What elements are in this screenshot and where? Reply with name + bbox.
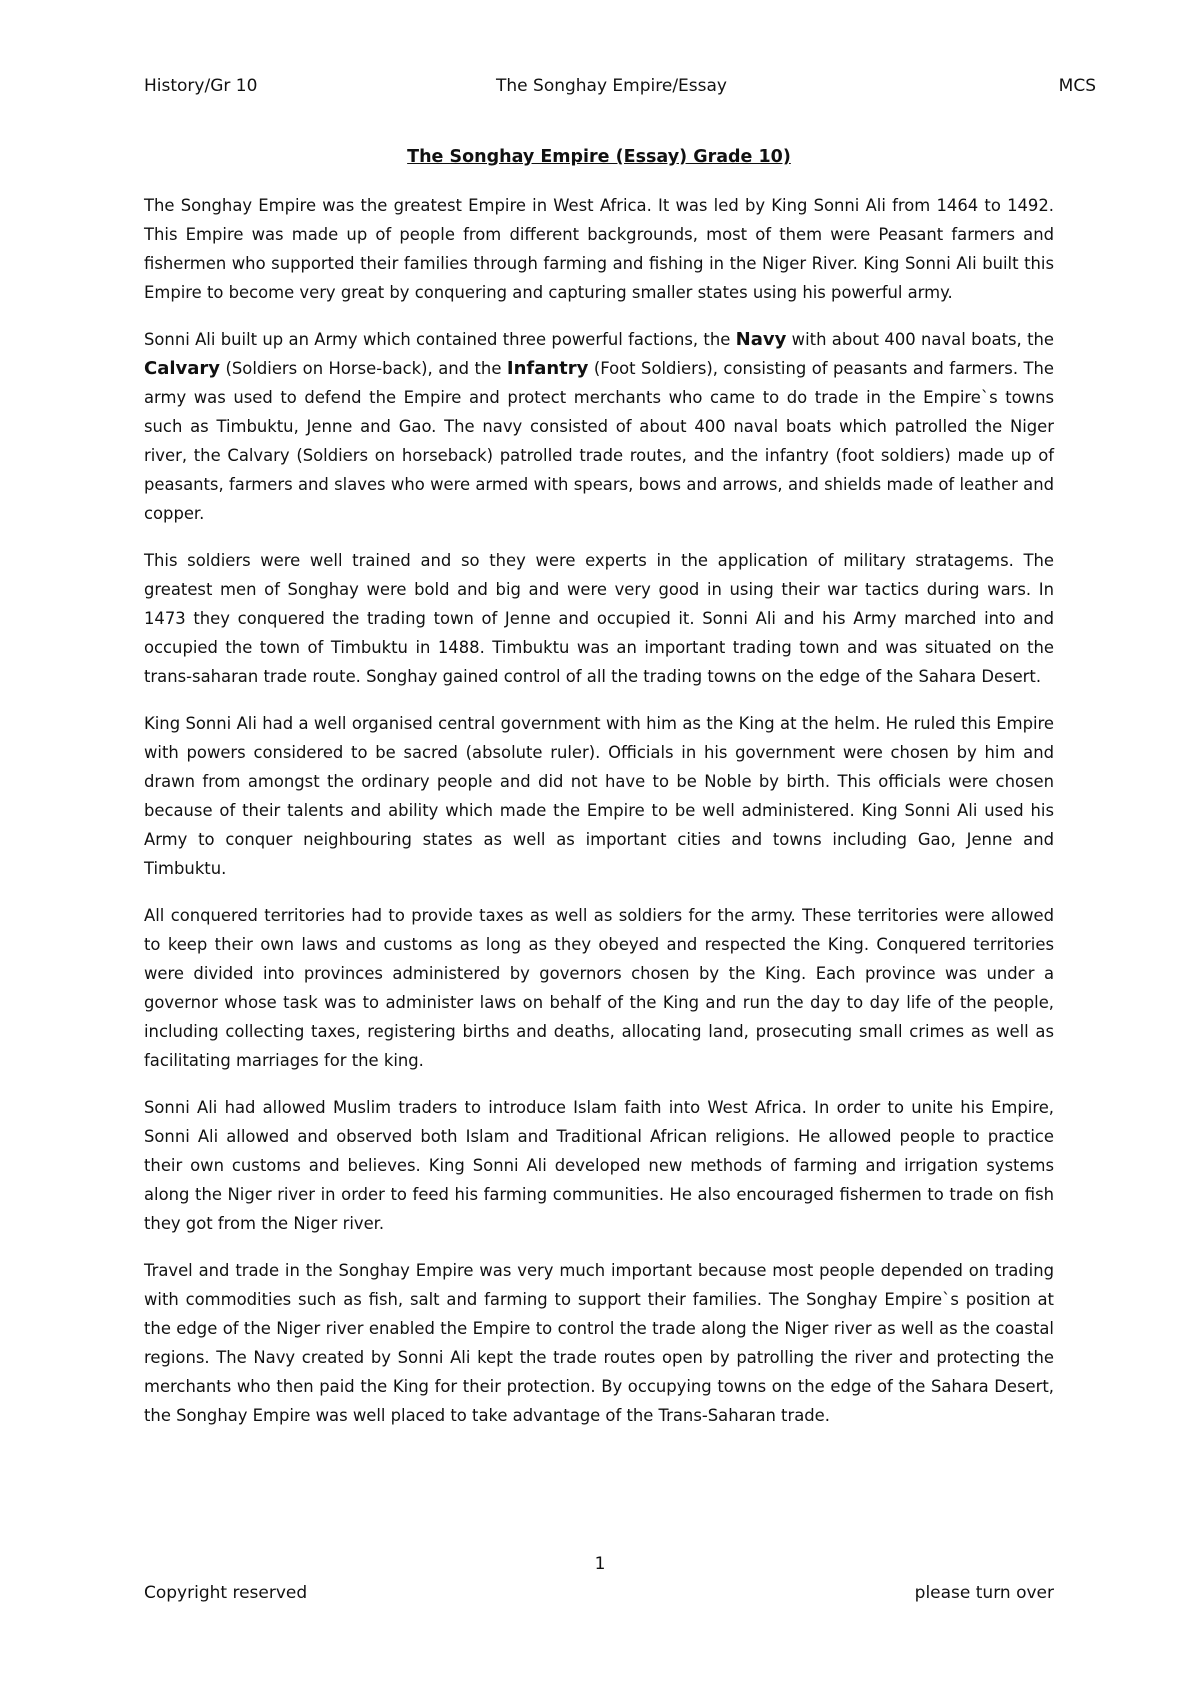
term-infantry: Infantry: [506, 358, 589, 379]
page-number: 1: [594, 1554, 606, 1574]
document-title: The Songhay Empire (Essay) Grade 10): [407, 147, 791, 167]
essay-body: [144, 191, 1054, 1448]
header-school: MCS: [1058, 76, 1096, 96]
running-header: [144, 74, 1096, 98]
footer-copyright: Copyright reserved: [144, 1583, 308, 1603]
paragraph-2: [144, 325, 1054, 528]
header-subject: History/Gr 10: [144, 76, 258, 96]
term-calvary: Calvary: [144, 358, 221, 379]
paragraph-2-text-d: (Foot Soldiers), consisting of peasants and farmers. The army was used to defend the Empire and protect merchants who came to do trade in the Empire`s towns such as Timbuktu, Jenne and Gao. The navy consisted of about 400 naval boats which patrolled the Niger river, the Calvary (Soldiers on horseback) patrolled trade routes, and the infantry (foot soldiers) made up of peasants, farmers and slaves who were armed with spears, bows and arrows, and shields made of leather and copper.: [144, 359, 1054, 523]
paragraph-2-text-b: with about 400 naval boats, the: [786, 330, 1054, 349]
paragraph-6: Sonni Ali had allowed Muslim traders to introduce Islam faith into West Africa. In order to unite his Empire, Sonni Ali allowed and observed both Islam and Traditional African religions. He allowed people to practice their own customs and believes. King Sonni Ali developed new methods of farming and irrigation systems along the Niger river in order to feed his farming communities. He also encouraged fishermen to trade on fish they got from the Niger river.: [144, 1098, 1054, 1233]
paragraph-7: Travel and trade in the Songhay Empire was very much important because most people depended on trading with commodities such as fish, salt and farming to support their families. The Songhay Empire`s position at the edge of the Niger river enabled the Empire to control the trade along the Niger river as well as the coastal regions. The Navy created by Sonni Ali kept the trade routes open by patrolling the river and protecting the merchants who then paid the King for their protection. By occupying towns on the edge of the Sahara Desert, the Songhay Empire was well placed to take advantage of the Trans-Saharan trade.: [144, 1261, 1054, 1425]
paragraph-5: All conquered territories had to provide taxes as well as soldiers for the army. These territories were allowed to keep their own laws and customs as long as they obeyed and respected the King. Conquered territories were divided into provinces administered by governors chosen by the King. Each province was under a governor whose task was to administer laws on behalf of the King and run the day to day life of the people, including collecting taxes, registering births and deaths, allocating land, prosecuting small crimes as well as facilitating marriages for the king.: [144, 906, 1054, 1070]
running-footer: [144, 1581, 1054, 1605]
term-navy: Navy: [735, 329, 787, 350]
paragraph-1: The Songhay Empire was the greatest Empire in West Africa. It was led by King Sonni Ali from 1464 to 1492. This Empire was made up of people from different backgrounds, most of them were Peasant farmers and fishermen who supported their families through farming and fishing in the Niger River. King Sonni Ali built this Empire to become very great by conquering and capturing smaller states using his powerful army.: [144, 196, 1054, 302]
paragraph-2-text-a: Sonni Ali built up an Army which contained three powerful factions, the: [144, 330, 736, 349]
paragraph-3: This soldiers were well trained and so they were experts in the application of military stratagems. The greatest men of Songhay were bold and big and were very good in using their war tactics during wars. In 1473 they conquered the trading town of Jenne and occupied it. Sonni Ali and his Army marched into and occupied the town of Timbuktu in 1488. Timbuktu was an important trading town and was situated on the trans-saharan trade route. Songhay gained control of all the trading towns on the edge of the Sahara Desert.: [144, 551, 1054, 686]
paragraph-4: King Sonni Ali had a well organised central government with him as the King at the helm. He ruled this Empire with powers considered to be sacred (absolute ruler). Officials in his government were chosen by him and drawn from amongst the ordinary people and did not have to be Noble by birth. This officials were chosen because of their talents and ability which made the Empire to be well administered. King Sonni Ali used his Army to conquer neighbouring states as well as important cities and towns including Gao, Jenne and Timbuktu.: [144, 714, 1054, 878]
header-document-name: The Songhay Empire/Essay: [496, 76, 727, 96]
footer-turn-over: please turn over: [914, 1583, 1054, 1603]
paragraph-2-text-c: (Soldiers on Horse-back), and the: [220, 359, 507, 378]
